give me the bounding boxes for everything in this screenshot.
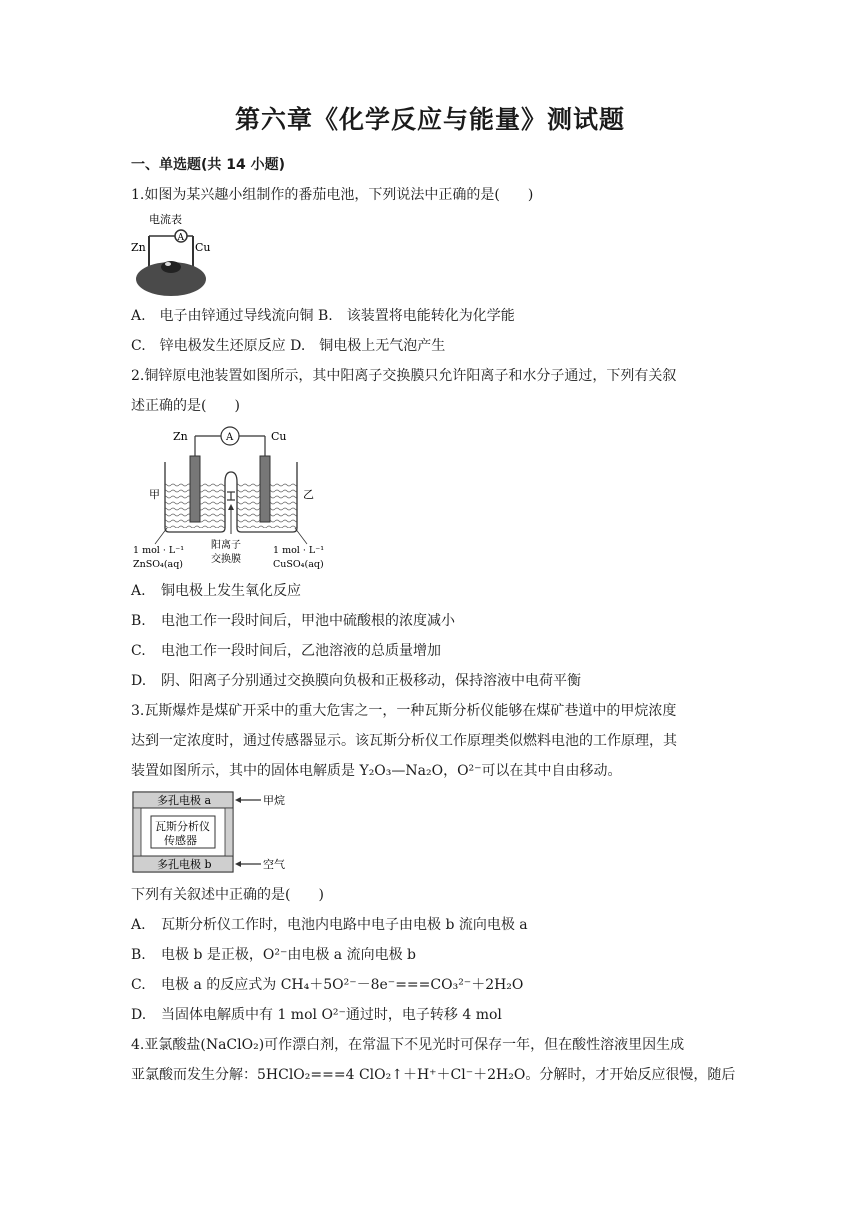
question-2-option-c: C. 电池工作一段时间后，乙池溶液的总质量增加 [131, 643, 441, 659]
question-2-stem-line1: 2.铜锌原电池装置如图所示，其中阳离子交换膜只允许阳离子和水分子通过，下列有关叙 [131, 368, 677, 384]
fig3-sensor-label2: 传感器 [164, 834, 197, 847]
question-3-stem-line2: 达到一定浓度时，通过传感器显示。该瓦斯分析仪工作原理类似燃料电池的工作原理，其 [131, 733, 677, 749]
zinc-electrode [190, 456, 200, 522]
question-3-option-c: C. 电极 a 的反应式为 CH₄＋5O²⁻－8e⁻===CO₃²⁻＋2H₂O [131, 977, 524, 993]
question-1-options-row2: C. 锌电极发生还原反应 D. 铜电极上无气泡产生 [131, 338, 446, 354]
question-3-option-a: A. 瓦斯分析仪工作时，电池内电路中电子由电极 b 流向电极 a [131, 917, 528, 933]
fig1-ammeter-letter: A [177, 233, 184, 243]
fig3-sensor-label1: 瓦斯分析仪 [155, 820, 210, 833]
question-2-option-a: A. 铜电极上发生氧化反应 [131, 583, 301, 599]
tomato-battery-figure [131, 211, 211, 297]
fig2-ammeter-letter: A [226, 432, 234, 443]
fig1-cu-label: Cu [195, 241, 211, 254]
page-title: 第六章《化学反应与能量》测试题 [234, 105, 625, 134]
fig2-membrane-label2: 交换膜 [211, 554, 241, 565]
fig1-zn-label: Zn [131, 241, 146, 254]
question-3-option-b: B. 电极 b 是正极，O²⁻由电极 a 流向电极 b [131, 947, 417, 963]
question-3-stem-line3: 装置如图所示，其中的固体电解质是 Y₂O₃—Na₂O，O²⁻可以在其中自由移动。 [131, 763, 622, 779]
question-4-stem-line2: 亚氯酸而发生分解：5HClO₂===4 ClO₂↑＋H⁺＋Cl⁻＋2H₂O。分解时，才开始反应很慢，随后 [131, 1067, 736, 1083]
fig2-zn-label: Zn [173, 430, 188, 443]
copper-electrode [260, 456, 270, 522]
question-3-prompt: 下列有关叙述中正确的是( ) [131, 887, 324, 903]
fig2-membrane-label1: 阳离子 [211, 540, 241, 551]
question-2-stem-line2: 述正确的是( ) [131, 398, 240, 414]
question-2-option-b: B. 电池工作一段时间后，甲池中硫酸根的浓度减小 [131, 613, 455, 629]
question-3-stem-line1: 3.瓦斯爆炸是煤矿开采中的重大危害之一，一种瓦斯分析仪能够在煤矿巷道中的甲烷浓度 [131, 703, 677, 719]
fig2-left-concentration: 1 mol · L⁻¹ [133, 545, 185, 556]
fig3-electrode-b: 多孔电极 b [157, 858, 212, 871]
question-1-stem: 1.如图为某兴趣小组制作的番茄电池，下列说法中正确的是( ) [131, 187, 534, 203]
question-2-option-d: D. 阴、阳离子分别通过交换膜向负极和正极移动，保持溶液中电荷平衡 [131, 673, 581, 689]
question-1-options-row1: A. 电子由锌通过导线流向铜 B. 该装置将电能转化为化学能 [131, 308, 515, 324]
fig3-methane-label: 甲烷 [263, 794, 285, 807]
fig2-yi-label: 乙 [303, 488, 314, 501]
fig1-meter-label: 电流表 [149, 213, 182, 226]
fig2-right-solution: CuSO₄(aq) [273, 559, 324, 570]
question-3-option-d: D. 当固体电解质中有 1 mol O²⁻通过时，电子转移 4 mol [131, 1007, 502, 1023]
gas-analyzer-figure [131, 790, 291, 874]
cu-zn-cell-figure [131, 422, 331, 572]
fig3-electrode-a: 多孔电极 a [157, 794, 212, 807]
section-heading: 一、单选题(共 14 小题) [131, 157, 286, 173]
question-4-stem-line1: 4.亚氯酸盐(NaClO₂)可作漂白剂，在常温下不见光时可保存一年，但在酸性溶液里因生成 [131, 1037, 685, 1053]
fig2-left-solution: ZnSO₄(aq) [133, 559, 183, 570]
fig2-cu-label: Cu [271, 430, 287, 443]
fig2-right-concentration: 1 mol · L⁻¹ [273, 545, 325, 556]
fig2-jia-label: 甲 [149, 488, 160, 501]
fig3-air-label: 空气 [263, 858, 285, 871]
